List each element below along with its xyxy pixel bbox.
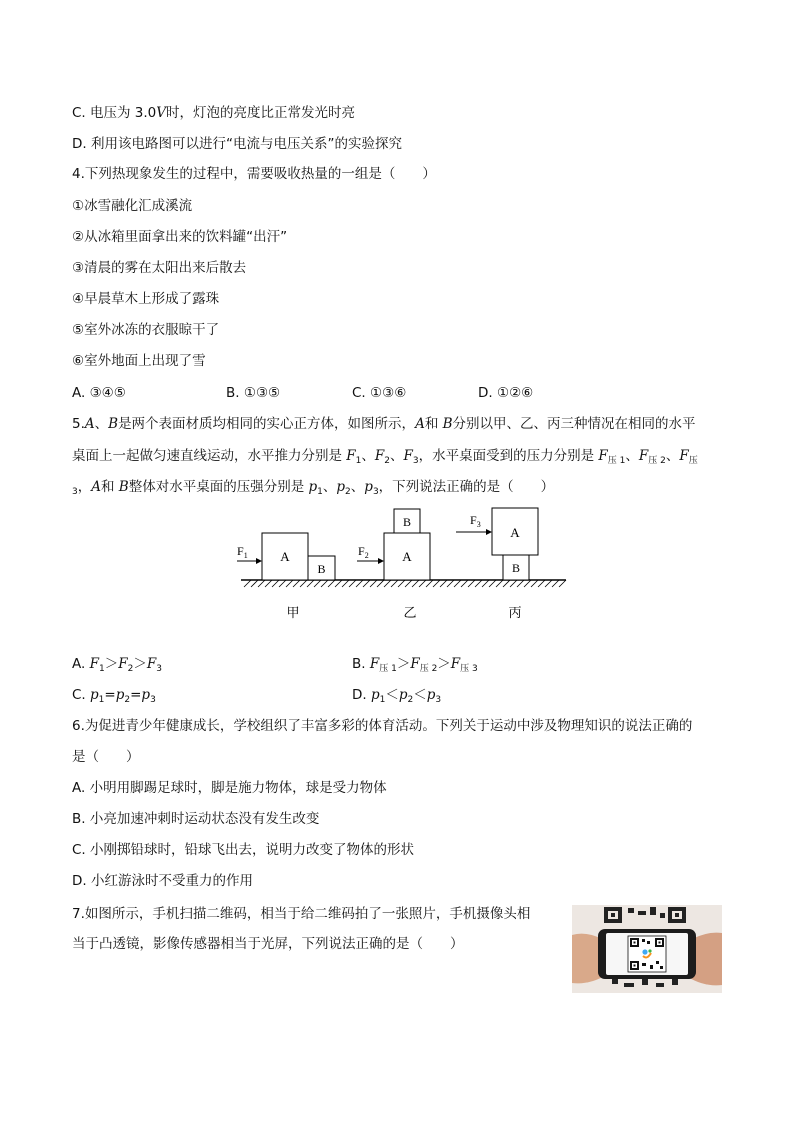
caption-bing: 丙 [508,606,522,621]
q7-stem-line1: 7.如图所示，手机扫描二维码，相当于给二维码拍了一张照片，手机摄像头相 [72,906,531,922]
q3-option-c: C. 电压为 3.0V时，灯泡的亮度比正常发光时亮 [72,105,356,121]
q4-option-d: D. ①②⑥ [478,385,534,401]
q6-option-b: B. 小亮加速冲刺时运动状态没有发生改变 [72,811,320,827]
q4-item-1: ①冰雪融化汇成溪流 [72,198,193,214]
phone-scanning-qr-image [572,905,722,993]
q6-stem-line2: 是（ ） [72,749,140,765]
case-bing [456,508,538,621]
q5-stem-line1: 5.A、B是两个表面材质均相同的实心正方体，如图所示，A和 B分别以甲、乙、丙三种情况在相同的水平 [72,416,696,432]
caption-yi: 乙 [403,606,417,621]
q4-item-4: ④早晨草木上形成了露珠 [72,291,220,307]
q5-stem-line3: $_3$，A和 B整体对水平桌面的压强分别是 $p_1$、$p_2$、$p_3$，下列说法正确的是（ ） [72,479,555,497]
q4-option-a: A. ③④⑤ [72,385,126,401]
q4-stem: 4.下列热现象发生的过程中，需要吸收热量的一组是（ ） [72,166,436,182]
q5-stem-line2: 桌面上一起做匀速直线运动，水平推力分别是 $F_1$、$F_2$、$F_3$，水平桌面受到的压力分别是 $F_{压 1}$、$F_{压 2}$、$F_压$ [72,448,698,466]
q5-option-d: D. $p_1<p_2<p_3$ [352,687,442,705]
q4-item-3: ③清晨的雾在太阳出来后散去 [72,260,247,276]
q5-option-c: C. $p_1=p_2=p_3$ [72,687,156,705]
jia-label-b: B [317,562,326,576]
q4-option-b: B. ①③⑤ [226,385,281,401]
bing-label-a: A [510,525,520,540]
q4-item-2: ②从冰箱里面拿出来的饮料罐“出汗” [72,229,288,245]
label-f3: $F_3$ [470,513,481,529]
q6-option-a: A. 小明用脚踢足球时，脚是施力物体，球是受力物体 [72,780,387,796]
q4-item-6: ⑥室外地面上出现了雪 [72,353,206,369]
yi-label-b: B [402,515,412,529]
caption-jia: 甲 [286,606,300,621]
case-yi [357,509,430,621]
q4-item-5: ⑤室外冰冻的衣服晾干了 [72,322,220,338]
bing-label-b: B [511,561,521,575]
q5-option-a: A. $F_1>F_2>F_3$ [72,656,162,674]
q7-stem-line2: 当于凸透镜，影像传感器相当于光屏，下列说法正确的是（ ） [72,936,464,952]
q6-option-c: C. 小刚掷铅球时，铅球飞出去，说明力改变了物体的形状 [72,842,415,858]
case-jia [237,533,335,621]
jia-label-a: A [280,549,290,564]
q6-stem-line1: 6.为促进青少年健康成长，学校组织了丰富多彩的体育活动。下列关于运动中涉及物理知识的说法正确的 [72,718,693,734]
yi-label-a: A [402,549,412,564]
label-f2: $F_2$ [358,544,369,560]
ground-surface [241,580,566,587]
q3-option-d: D. 利用该电路图可以进行“电流与电压关系”的实验探究 [72,136,402,152]
q6-option-d: D. 小红游泳时不受重力的作用 [72,873,253,889]
q5-option-b: B. $F_{压 1}>F_{压 2}>F_{压 3}$ [352,656,478,674]
label-f1: $F_1$ [237,544,248,560]
q4-option-c: C. ①③⑥ [352,385,407,401]
